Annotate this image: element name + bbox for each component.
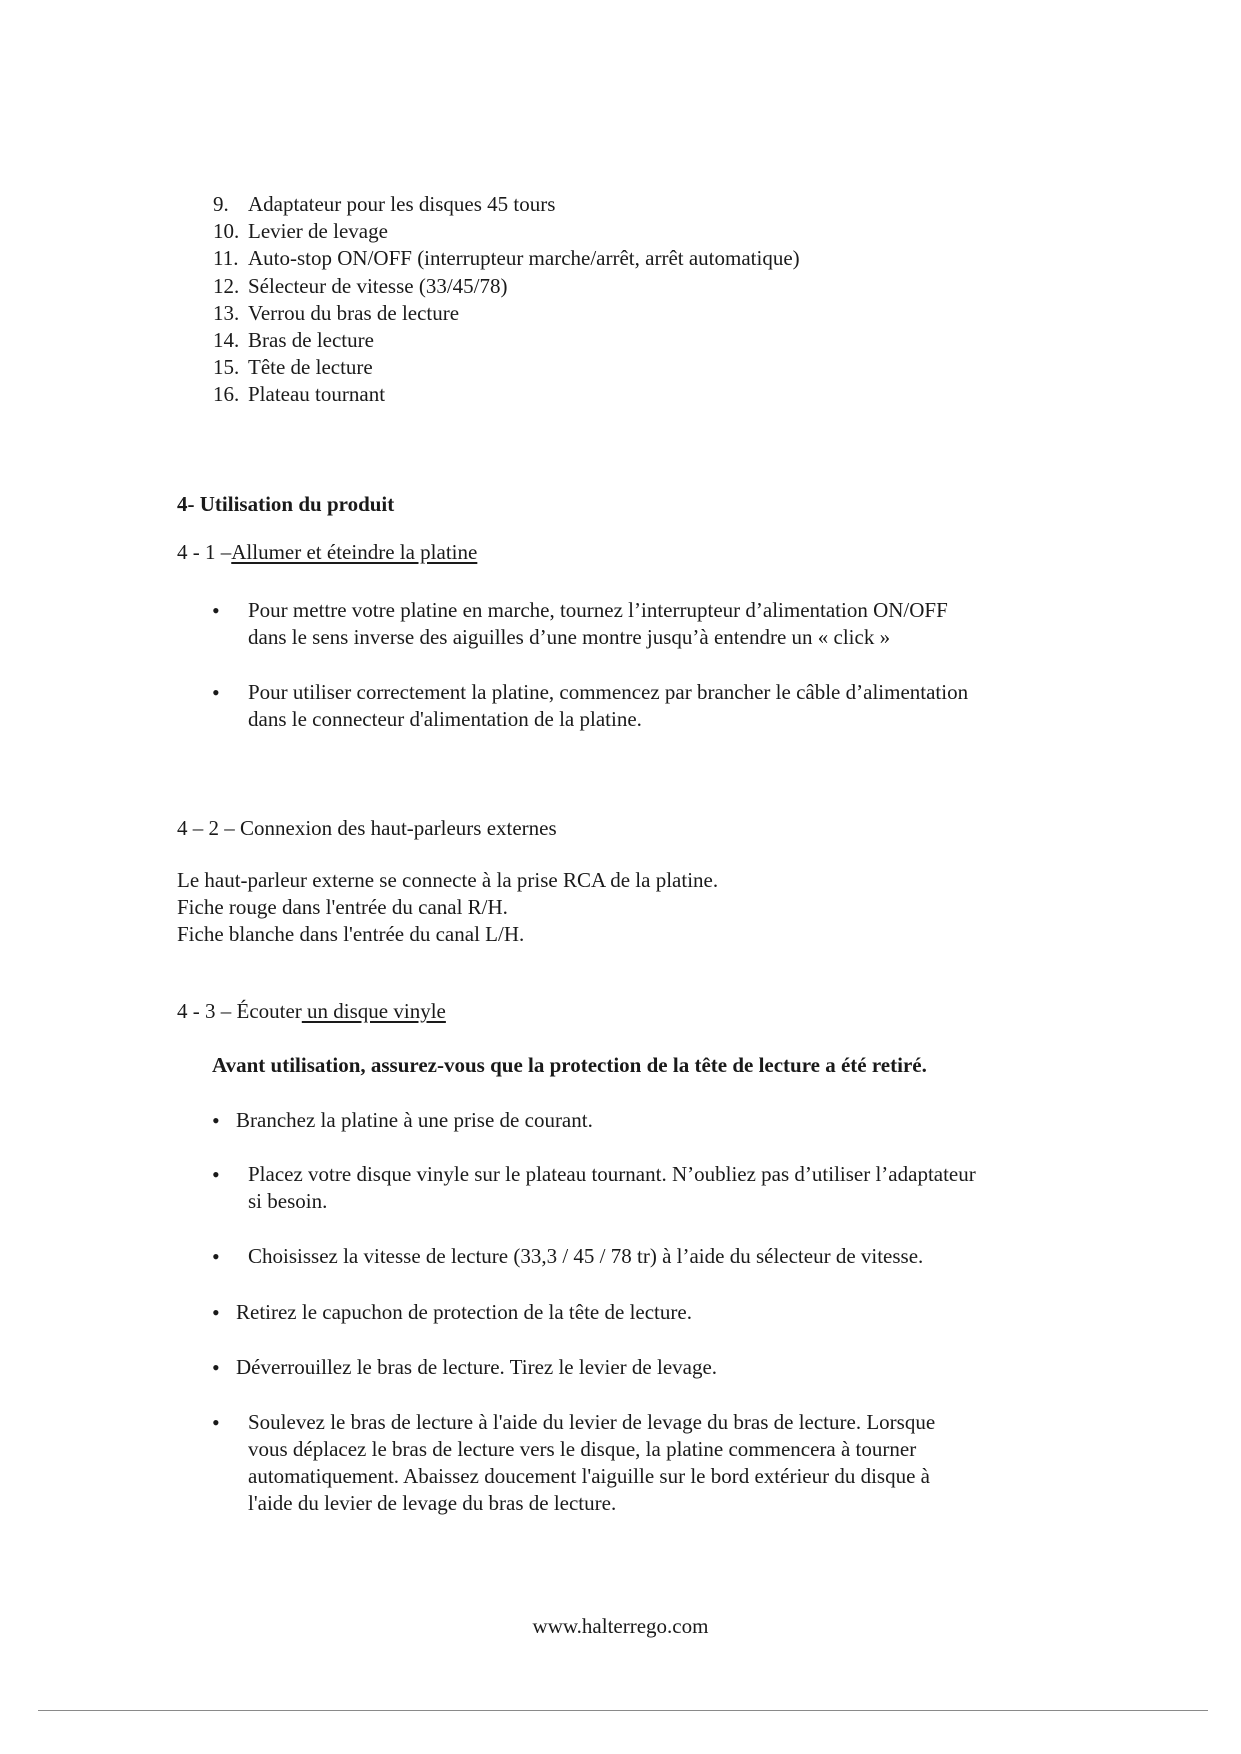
bullet-item: • Pour mettre votre platine en marche, tournez l’interrupteur d’alimentation ON/OFF dans le sens inverse des aiguilles d’une montre jusqu’à entendre un « click » bbox=[212, 598, 948, 649]
subsection-4-1-heading bbox=[177, 539, 477, 566]
bullet-icon: • bbox=[212, 598, 220, 623]
subsection-prefix: 4 - 1 – bbox=[177, 540, 232, 564]
bullet-item: • Pour utiliser correctement la platine, commencez par brancher le câble d’alimentation dans le connecteur d'alimentation de la platine. bbox=[212, 680, 969, 731]
list-item: 13. Verrou du bras de lecture bbox=[213, 300, 460, 325]
subsection-prefix: 4 - 3 – Écouter bbox=[177, 999, 302, 1023]
bullet-icon: • bbox=[212, 1108, 220, 1133]
bullet-icon: • bbox=[212, 680, 220, 705]
list-item: 11. Auto-stop ON/OFF (interrupteur marche/arrêt, arrêt automatique) bbox=[213, 246, 800, 271]
subsection-4-2-heading: 4 – 2 – Connexion des haut-parleurs externes bbox=[177, 816, 557, 840]
list-item: 10. Levier de levage bbox=[213, 219, 388, 244]
list-item: 12. Sélecteur de vitesse (33/45/78) bbox=[213, 273, 508, 298]
subsection-4-3-heading bbox=[177, 998, 446, 1025]
warning-note: Avant utilisation, assurez-vous que la protection de la tête de lecture a été retiré. bbox=[212, 1053, 927, 1077]
list-item: 14. Bras de lecture bbox=[213, 327, 374, 352]
bullet-icon: • bbox=[212, 1162, 220, 1187]
footer-website: www.halterrego.com bbox=[532, 1614, 709, 1638]
section-title: 4- Utilisation du produit bbox=[177, 492, 395, 516]
bullet-icon: • bbox=[212, 1300, 220, 1325]
bullet-item: • Choisissez la vitesse de lecture (33,3 / 45 / 78 tr) à l’aide du sélecteur de vitesse. bbox=[212, 1244, 924, 1269]
list-item: 9. Adaptateur pour les disques 45 tours bbox=[213, 192, 556, 216]
subsection-title: un disque vinyle bbox=[301, 999, 446, 1023]
parts-list bbox=[213, 191, 800, 409]
subsection-title: Allumer et éteindre la platine bbox=[231, 540, 478, 564]
footer-divider bbox=[38, 1710, 1208, 1711]
bullet-item: • Branchez la platine à une prise de courant. bbox=[212, 1108, 593, 1133]
list-item: 16. Plateau tournant bbox=[213, 382, 386, 407]
bullet-icon: • bbox=[212, 1355, 220, 1380]
bullet-item: • Placez votre disque vinyle sur le plateau tournant. N’oubliez pas d’utiliser l’adaptateur si besoin. bbox=[212, 1162, 976, 1213]
bullet-item: • Retirez le capuchon de protection de la tête de lecture. bbox=[212, 1300, 692, 1325]
bullet-item: • Déverrouillez le bras de lecture. Tirez le levier de levage. bbox=[212, 1355, 718, 1380]
bullet-icon: • bbox=[212, 1244, 220, 1269]
list-item: 15. Tête de lecture bbox=[213, 355, 373, 380]
bullet-item: • Soulevez le bras de lecture à l'aide du levier de levage du bras de lecture. Lorsque vous déplacez le bras de lecture vers le disque, la platine commencera à tourner automatiquement. Abaissez doucement l'aiguille sur le bord extérieur du disque à l'aide du levier de levage du bras de lecture. bbox=[212, 1410, 936, 1515]
bullet-icon: • bbox=[212, 1410, 220, 1435]
paragraph: Le haut-parleur externe se connecte à la prise RCA de la platine. Fiche rouge dans l'entrée du canal R/H. Fiche blanche dans l'entrée du canal L/H. bbox=[177, 868, 719, 946]
